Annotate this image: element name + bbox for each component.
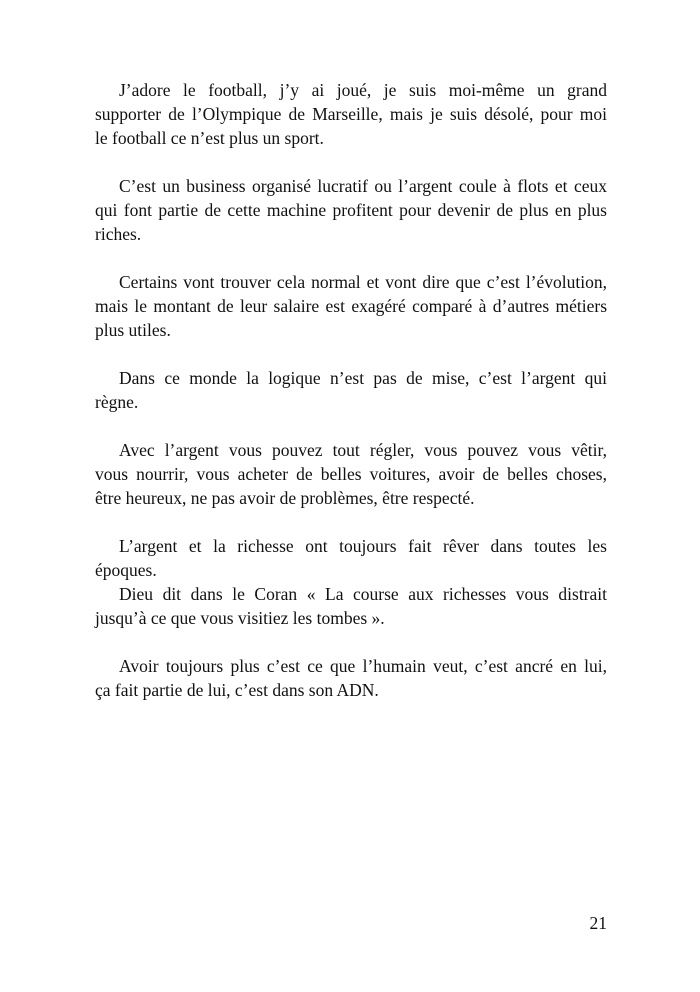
text-line: mais le montant de leur salaire est exagéré comparé à d’autres métiers	[95, 296, 607, 316]
paragraph	[95, 438, 607, 510]
page-number: 21	[589, 913, 607, 933]
text-line: époques.	[95, 560, 157, 580]
text-line: le football ce n’est plus un sport.	[95, 128, 324, 148]
text-line: riches.	[95, 224, 142, 244]
text-line: ça fait partie de lui, c’est dans son ADN.	[95, 680, 379, 700]
paragraph	[95, 174, 607, 246]
text-line: supporter de l’Olympique de Marseille, mais je suis désolé, pour moi	[95, 104, 607, 124]
paragraph	[95, 270, 607, 342]
paragraph	[95, 582, 607, 630]
text-line: règne.	[95, 392, 139, 412]
text-line: Avoir toujours plus c’est ce que l’humain veut, c’est ancré en lui,	[119, 656, 607, 676]
text-line: être heureux, ne pas avoir de problèmes, être respecté.	[95, 488, 475, 508]
text-line: Dans ce monde la logique n’est pas de mise, c’est l’argent qui	[119, 368, 607, 388]
text-line: jusqu’à ce que vous visitiez les tombes ».	[95, 608, 385, 628]
text-line: J’adore le football, j’y ai joué, je suis moi-même un grand	[119, 80, 607, 100]
text-line: C’est un business organisé lucratif ou l’argent coule à flots et ceux	[119, 176, 607, 196]
text-line: plus utiles.	[95, 320, 171, 340]
text-line: Avec l’argent vous pouvez tout régler, vous pouvez vous vêtir,	[119, 440, 607, 460]
text-line: qui font partie de cette machine profitent pour devenir de plus en plus	[95, 200, 607, 220]
paragraph	[95, 534, 607, 582]
text-line: Dieu dit dans le Coran « La course aux richesses vous distrait	[119, 584, 607, 604]
text-line: Certains vont trouver cela normal et vont dire que c’est l’évolution,	[119, 272, 607, 292]
paragraph	[95, 366, 607, 414]
paragraph	[95, 654, 607, 702]
paragraph	[95, 78, 607, 150]
text-line: L’argent et la richesse ont toujours fait rêver dans toutes les	[119, 536, 607, 556]
text-line: vous nourrir, vous acheter de belles voitures, avoir de belles choses,	[95, 464, 607, 484]
page-body	[95, 78, 607, 726]
